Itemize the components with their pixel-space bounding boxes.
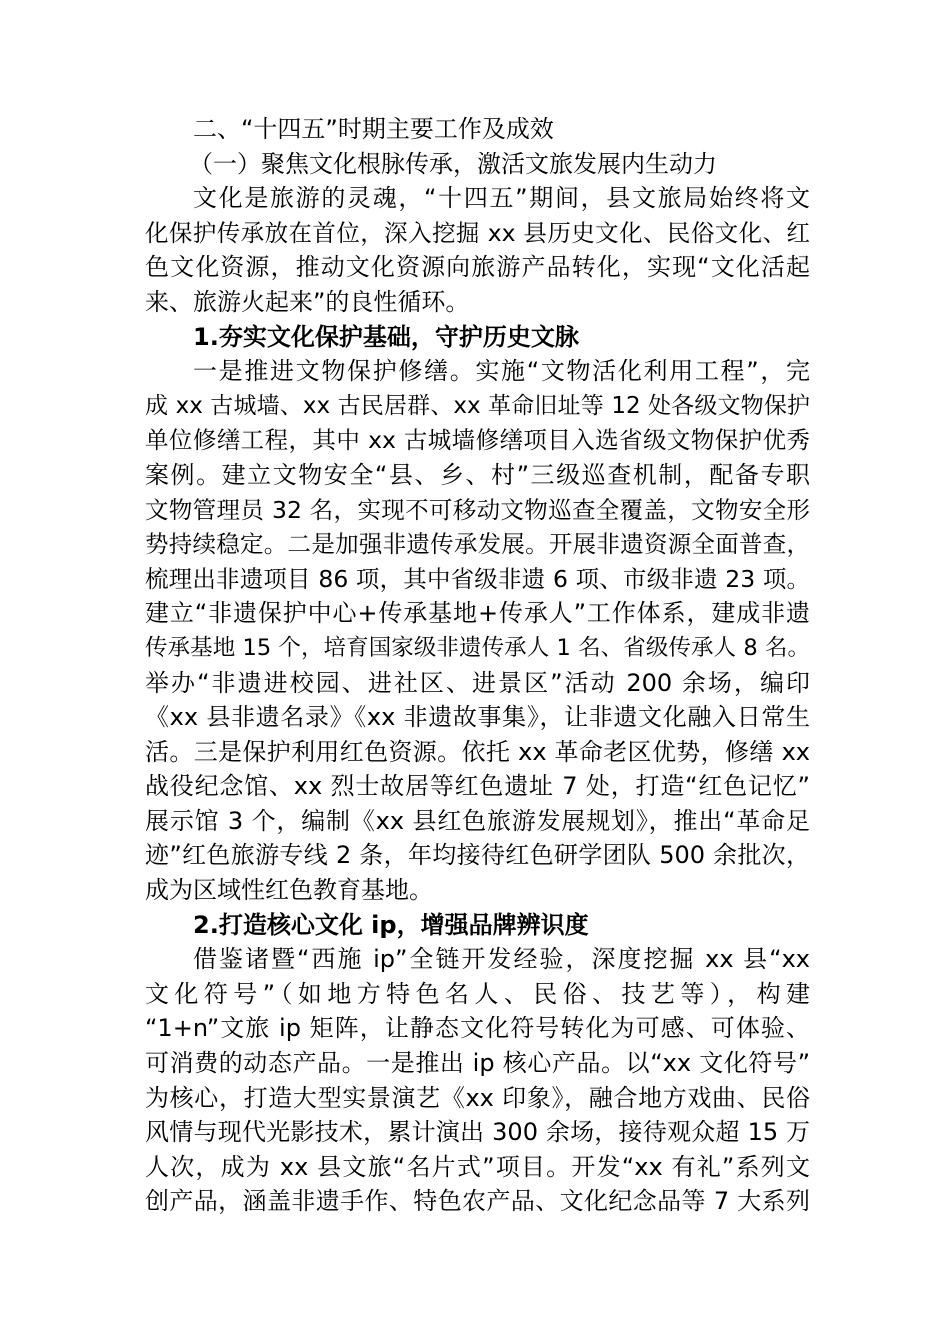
- paragraph-line: 势持续稳定。二是加强非遗传承发展。开展非遗资源全面普查，: [145, 530, 810, 559]
- paragraph-line: 迹”红色旅游专线 2 条，年均接待红色研学团队 500 余批次，: [145, 841, 810, 870]
- paragraph-line: 一是推进文物保护修缮。实施“文物活化利用工程”，完: [193, 357, 810, 386]
- section-heading: 二、“十四五”时期主要工作及成效: [193, 115, 554, 143]
- paragraph-line: 借鉴诸暨“西施 ip”全链开发经验，深度挖掘 xx 县“xx: [193, 945, 810, 974]
- paragraph-line: 活。三是保护利用红色资源。依托 xx 革命老区优势，修缮 xx: [145, 737, 810, 766]
- paragraph-line: 文化是旅游的灵魂，“十四五”期间，县文旅局始终将文: [193, 184, 810, 213]
- point-heading: 1.夯实文化保护基础，守护历史文脉: [193, 322, 579, 351]
- paragraph-line: 色文化资源，推动文化资源向旅游产品转化，实现“文化活起: [145, 253, 810, 282]
- paragraph-line: 《xx 县非遗名录》《xx 非遗故事集》，让非遗文化融入日常生: [145, 703, 810, 732]
- paragraph-line: 成为区域性红色教育基地。: [145, 876, 433, 905]
- paragraph-line: 举办“非遗进校园、进社区、进景区”活动 200 余场，编印: [145, 668, 810, 697]
- paragraph-line: 人次，成为 xx 县文旅“名片式”项目。开发“xx 有礼”系列文: [145, 1152, 810, 1181]
- paragraph-line: 战役纪念馆、xx 烈士故居等红色遗址 7 处，打造“红色记忆”: [145, 772, 810, 801]
- paragraph-line: 为核心，打造大型实景演艺《xx 印象》，融合地方戏曲、民俗: [145, 1083, 810, 1112]
- subsection-heading: （一）聚焦文化根脉传承，激活文旅发展内生动力: [189, 149, 717, 178]
- paragraph-line: 化保护传承放在首位，深入挖掘 xx 县历史文化、民俗文化、红: [145, 218, 810, 247]
- paragraph-line: 梳理出非遗项目 86 项，其中省级非遗 6 项、市级非遗 23 项。: [145, 564, 810, 593]
- paragraph-line: 建立“非遗保护中心+传承基地+传承人”工作体系，建成非遗: [145, 599, 810, 628]
- paragraph-line: “1+n”文旅 ip 矩阵，让静态文化符号转化为可感、可体验、: [145, 1014, 810, 1043]
- paragraph-line: 单位修缮工程，其中 xx 古城墙修缮项目入选省级文物保护优秀: [145, 426, 810, 455]
- paragraph-line: 来、旅游火起来”的良性循环。: [145, 287, 470, 316]
- paragraph-line: 文物管理员 32 名，实现不可移动文物巡查全覆盖，文物安全形: [145, 495, 810, 524]
- paragraph-line: 风情与现代光影技术，累计演出 300 余场，接待观众超 15 万: [145, 1118, 810, 1147]
- paragraph-line: 创产品，涵盖非遗手作、特色农产品、文化纪念品等 7 大系列: [145, 1187, 810, 1216]
- point-heading: 2.打造核心文化 ip，增强品牌辨识度: [193, 910, 589, 939]
- paragraph-line: 文化符号”（如地方特色名人、民俗、技艺等），构建: [145, 979, 810, 1008]
- document-page: [145, 112, 810, 1219]
- paragraph-line: 案例。建立文物安全“县、乡、村”三级巡查机制，配备专职: [145, 460, 810, 489]
- paragraph-line: 展示馆 3 个，编制《xx 县红色旅游发展规划》，推出“革命足: [145, 806, 810, 835]
- paragraph-line: 成 xx 古城墙、xx 古民居群、xx 革命旧址等 12 处各级文物保护: [145, 392, 810, 419]
- paragraph-line: 可消费的动态产品。一是推出 ip 核心产品。以“xx 文化符号”: [145, 1049, 810, 1078]
- paragraph-line: 传承基地 15 个，培育国家级非遗传承人 1 名、省级传承人 8 名。: [145, 634, 810, 661]
